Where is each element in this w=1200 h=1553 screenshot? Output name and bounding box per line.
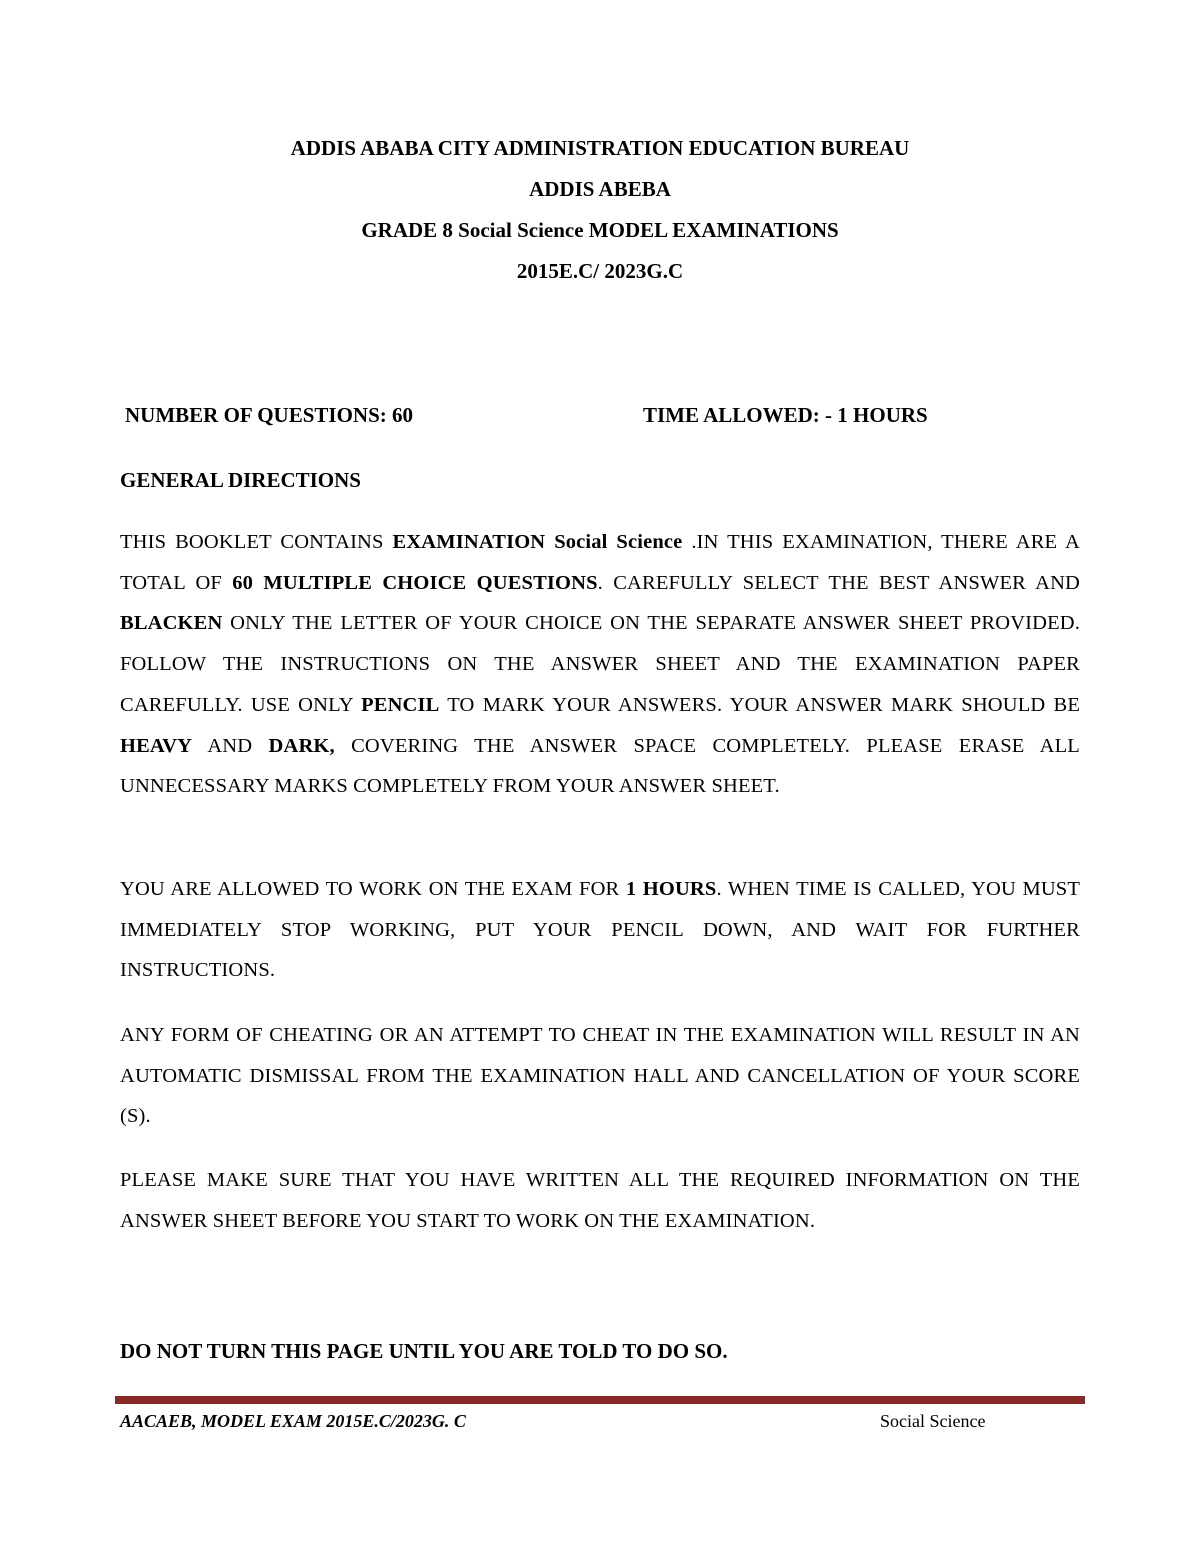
footer-subject: Social Science [880,1411,986,1431]
directions-paragraph-4: PLEASE MAKE SURE THAT YOU HAVE WRITTEN ALL THE REQUIRED INFORMATION ON THE ANSWER SHEET BEFORE YOU START TO WORK ON THE EXAMINATION. [120,1169,1080,1232]
footer-divider [115,1396,1085,1404]
exam-year: 2015E.C/ 2023G.C [516,259,684,283]
time-allowed: TIME ALLOWED: - 1 HOURS [643,403,928,427]
general-directions-heading: GENERAL DIRECTIONS [120,468,361,492]
bureau-title: ADDIS ABABA CITY ADMINISTRATION EDUCATION BUREAU [290,136,910,160]
exam-title: GRADE 8 Social Science MODEL EXAMINATIONS [361,218,839,242]
city-name: ADDIS ABEBA [529,177,671,201]
directions-paragraph-3: ANY FORM OF CHEATING OR AN ATTEMPT TO CHEAT IN THE EXAMINATION WILL RESULT IN AN AUTOMATIC DISMISSAL FROM THE EXAMINATION HALL AND CANCELLATION OF YOUR SCORE (S). [120,1024,1080,1128]
number-of-questions: NUMBER OF QUESTIONS: 60 [125,403,414,427]
do-not-turn-warning: DO NOT TURN THIS PAGE UNTIL YOU ARE TOLD TO DO SO. [120,1339,728,1363]
directions-paragraph-1: THIS BOOKLET CONTAINS EXAMINATION Social Science .IN THIS EXAMINATION, THERE ARE A TOTAL OF 60 MULTIPLE CHOICE QUESTIONS. CAREFULLY SELECT THE BEST ANSWER AND BLACKEN ONLY THE LETTER OF YOUR CHOICE ON THE SEPARATE ANSWER SHEET PROVIDED. FOLLOW THE INSTRUCTIONS ON THE ANSWER SHEET AND THE EXAMINATION PAPER CAREFULLY. USE ONLY PENCIL TO MARK YOUR ANSWERS. YOUR ANSWER MARK SHOULD BE HEAVY AND DARK, COVERING THE ANSWER SPACE COMPLETELY. PLEASE ERASE ALL UNNECESSARY MARKS COMPLETELY FROM YOUR ANSWER SHEET. [120,531,1080,798]
directions-paragraph-2: YOU ARE ALLOWED TO WORK ON THE EXAM FOR 1 HOURS. WHEN TIME IS CALLED, YOU MUST IMMEDIATELY STOP WORKING, PUT YOUR PENCIL DOWN, AND WAIT FOR FURTHER INSTRUCTIONS. [120,878,1080,982]
footer-exam-code: AACAEB, MODEL EXAM 2015E.C/2023G. C [120,1411,466,1431]
